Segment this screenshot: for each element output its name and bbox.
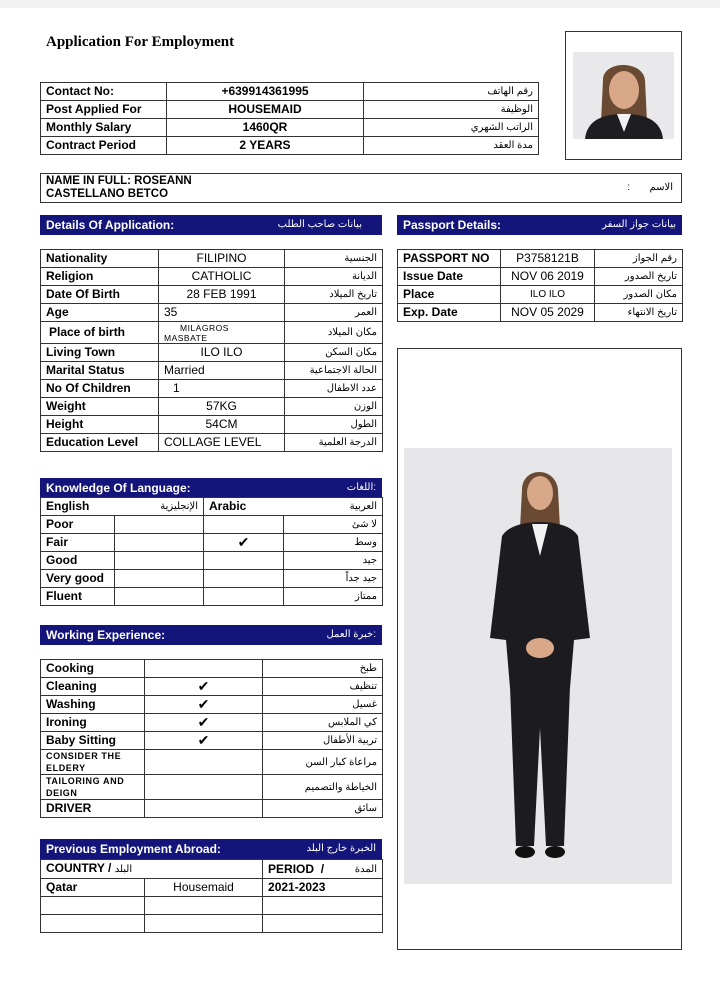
table-row <box>41 534 383 552</box>
salary-value: 1460QR <box>167 119 364 137</box>
table-row <box>41 380 383 398</box>
experience-table <box>40 659 383 818</box>
table-row <box>41 434 383 452</box>
passport-value: ILO ILO <box>501 286 595 304</box>
passport-value: NOV 06 2019 <box>501 268 595 286</box>
language-level-ar: لا شئ <box>284 516 383 534</box>
table-row <box>41 286 383 304</box>
skill-label: Cooking <box>41 660 145 678</box>
skill-label: TAILORING AND DEIGN <box>41 775 145 800</box>
portrait-photo-frame <box>565 31 682 160</box>
passport-label-ar: مكان الصدور <box>595 286 683 304</box>
prev-position <box>145 897 263 915</box>
detail-value: FILIPINO <box>159 250 285 268</box>
check-icon: ✔ <box>204 534 284 552</box>
table-row <box>41 552 383 570</box>
full-name-label-ar: الاسم <box>649 182 673 193</box>
table-row <box>41 516 383 534</box>
arabic-label-ar: العربية <box>349 501 378 512</box>
detail-label-ar: مكان الميلاد <box>285 322 383 344</box>
post-label-ar: الوظيفة <box>364 101 539 119</box>
table-row <box>41 588 383 606</box>
detail-label: Education Level <box>41 434 159 452</box>
table-row <box>41 897 383 915</box>
detail-value: COLLAGE LEVEL <box>159 434 285 452</box>
full-name-last: CASTELLANO BETCO <box>46 188 169 200</box>
country-slash: / <box>108 861 112 875</box>
language-level-label: Good <box>41 552 115 570</box>
page-title: Application For Employment <box>46 34 235 50</box>
detail-label-ar: الجنسية <box>285 250 383 268</box>
skill-label-ar: طبخ <box>263 660 383 678</box>
detail-label-ar: الوزن <box>285 398 383 416</box>
table-row <box>41 750 383 775</box>
passport-label: Exp. Date <box>398 304 501 322</box>
table-row <box>41 660 383 678</box>
contract-value: 2 YEARS <box>167 137 364 155</box>
detail-label: Living Town <box>41 344 159 362</box>
table-row <box>398 268 683 286</box>
detail-label: Age <box>41 304 159 322</box>
english-label: English <box>46 499 90 513</box>
top-strip <box>0 0 720 8</box>
salary-label: Monthly Salary <box>41 119 167 137</box>
prev-country <box>41 897 145 915</box>
previous-employment-header <box>40 839 382 859</box>
country-col-header <box>41 860 263 879</box>
language-level-label: Very good <box>41 570 115 588</box>
passport-table <box>397 249 683 322</box>
prev-period: 2021-2023 <box>263 879 383 897</box>
detail-label: Religion <box>41 268 159 286</box>
table-row <box>41 696 383 714</box>
prev-country <box>41 915 145 933</box>
detail-label: Nationality <box>41 250 159 268</box>
detail-label: Marital Status <box>41 362 159 380</box>
table-row <box>41 714 383 732</box>
portrait-photo <box>573 52 674 139</box>
skill-label-ar: تنظيف <box>263 678 383 696</box>
skill-label: Cleaning <box>41 678 145 696</box>
full-body-photo-frame <box>397 348 682 950</box>
period-label-ar: المدة <box>354 863 378 875</box>
english-label-ar: الإنجليزية <box>160 501 198 512</box>
skill-label: Baby Sitting <box>41 732 145 750</box>
country-label-ar: البلد <box>114 864 133 875</box>
experience-header <box>40 625 382 645</box>
arabic-level-mark <box>204 552 284 570</box>
skill-check <box>145 750 263 775</box>
check-icon: ✔ <box>145 732 263 750</box>
language-level-label: Fluent <box>41 588 115 606</box>
skill-label: CONSIDER THE ELDERY <box>41 750 145 775</box>
passport-label-ar: تاريخ الانتهاء <box>595 304 683 322</box>
table-row <box>41 362 383 380</box>
check-icon: ✔ <box>145 714 263 732</box>
table-row <box>398 304 683 322</box>
passport-label: Place <box>398 286 501 304</box>
country-label: COUNTRY <box>46 861 105 875</box>
contract-label-ar: مدة العقد <box>364 137 539 155</box>
detail-value: Married <box>159 362 285 380</box>
contact-table <box>40 82 539 155</box>
passport-header-label: Passport Details: <box>403 218 502 232</box>
table-row <box>41 83 539 101</box>
table-row <box>41 732 383 750</box>
arabic-level-mark <box>204 516 284 534</box>
english-level-mark <box>115 588 204 606</box>
arabic-level-mark <box>204 570 284 588</box>
table-row <box>41 800 383 818</box>
prev-period <box>263 897 383 915</box>
salary-label-ar: الراتب الشهري <box>364 119 539 137</box>
prev-position: Housemaid <box>145 879 263 897</box>
skill-check <box>145 660 263 678</box>
arabic-level-mark <box>204 588 284 606</box>
table-row <box>398 286 683 304</box>
table-row <box>41 678 383 696</box>
details-header <box>40 215 382 235</box>
table-row <box>41 570 383 588</box>
passport-value: P3758121B <box>501 250 595 268</box>
period-label: PERIOD <box>268 861 315 876</box>
full-body-photo <box>404 448 672 884</box>
passport-label-ar: تاريخ الصدور <box>595 268 683 286</box>
contact-label: Contact No: <box>41 83 167 101</box>
detail-value: 54CM <box>159 416 285 434</box>
table-row <box>41 498 383 516</box>
language-level-ar: جيد جداً <box>284 570 383 588</box>
passport-label: Issue Date <box>398 268 501 286</box>
table-row <box>41 250 383 268</box>
contact-value: +639914361995 <box>167 83 364 101</box>
table-row <box>41 119 539 137</box>
detail-label: Height <box>41 416 159 434</box>
detail-label-ar: الدرجة العلمية <box>285 434 383 452</box>
language-level-ar: وسط <box>284 534 383 552</box>
language-level-label: Poor <box>41 516 115 534</box>
previous-employment-header-ar: الخبرة خارج البلد <box>306 843 376 854</box>
passport-value: NOV 05 2029 <box>501 304 595 322</box>
detail-label-ar: عدد الاطفال <box>285 380 383 398</box>
passport-header <box>397 215 682 235</box>
detail-value: 1 <box>159 380 285 398</box>
contract-label: Contract Period <box>41 137 167 155</box>
passport-label: PASSPORT NO <box>398 250 501 268</box>
table-row <box>41 322 383 344</box>
english-level-mark <box>115 570 204 588</box>
skill-label: Washing <box>41 696 145 714</box>
previous-employment-table <box>40 859 383 933</box>
full-name-row <box>40 173 682 203</box>
table-row <box>41 860 383 879</box>
experience-header-label: Working Experience: <box>46 628 166 642</box>
detail-label-ar: مكان السكن <box>285 344 383 362</box>
detail-value-pob <box>159 322 285 344</box>
detail-label-ar: الحالة الاجتماعية <box>285 362 383 380</box>
post-label: Post Applied For <box>41 101 167 119</box>
table-row <box>41 775 383 800</box>
skill-label-ar: سائق <box>263 800 383 818</box>
full-name-label: NAME IN FULL: <box>46 175 131 187</box>
english-level-mark <box>115 534 204 552</box>
table-row <box>41 137 539 155</box>
detail-value: ILO ILO <box>159 344 285 362</box>
english-level-mark <box>115 516 204 534</box>
skill-label: DRIVER <box>41 800 145 818</box>
period-slash: / <box>320 861 325 876</box>
detail-label-ar: الطول <box>285 416 383 434</box>
table-row <box>41 304 383 322</box>
table-row <box>398 250 683 268</box>
language-header-label: Knowledge Of Language: <box>46 481 191 495</box>
table-row <box>41 101 539 119</box>
detail-label: Date Of Birth <box>41 286 159 304</box>
language-level-ar: ممتاز <box>284 588 383 606</box>
table-row <box>41 879 383 897</box>
detail-value: 57KG <box>159 398 285 416</box>
detail-value: 35 <box>159 304 285 322</box>
detail-label: No Of Children <box>41 380 159 398</box>
table-row <box>41 398 383 416</box>
arabic-label: Arabic <box>209 499 247 513</box>
passport-header-ar: بيانات جواز السفر <box>602 219 676 230</box>
prev-position <box>145 915 263 933</box>
skill-check <box>145 800 263 818</box>
skill-label-ar: مراعاة كبار السن <box>263 750 383 775</box>
arabic-col-header <box>204 498 383 516</box>
skill-label-ar: الخياطة والتصميم <box>263 775 383 800</box>
skill-check <box>145 775 263 800</box>
language-table <box>40 497 383 606</box>
table-row <box>41 344 383 362</box>
pob-line2: MASBATE <box>164 332 208 343</box>
english-col-header <box>41 498 204 516</box>
post-value: HOUSEMAID <box>167 101 364 119</box>
contact-label-ar: رقم الهاتف <box>364 83 539 101</box>
detail-label: Weight <box>41 398 159 416</box>
skill-label-ar: كي الملابس <box>263 714 383 732</box>
language-header <box>40 478 382 498</box>
pob-line1: MILAGROS <box>180 322 229 333</box>
previous-employment-header-label: Previous Employment Abroad: <box>46 842 221 856</box>
skill-label: Ironing <box>41 714 145 732</box>
check-icon: ✔ <box>145 678 263 696</box>
detail-label: Place of birth <box>41 322 159 344</box>
full-name-colon: : <box>627 182 631 193</box>
prev-country: Qatar <box>41 879 145 897</box>
check-icon: ✔ <box>145 696 263 714</box>
detail-label-ar: تاريخ الميلاد <box>285 286 383 304</box>
detail-value: 28 FEB 1991 <box>159 286 285 304</box>
language-header-ar: اللغات: <box>346 482 376 493</box>
english-level-mark <box>115 552 204 570</box>
details-header-ar: بيانات صاحب الطلب <box>277 219 362 230</box>
skill-label-ar: غسيل <box>263 696 383 714</box>
table-row <box>41 416 383 434</box>
detail-value: CATHOLIC <box>159 268 285 286</box>
language-level-ar: جيد <box>284 552 383 570</box>
language-level-label: Fair <box>41 534 115 552</box>
skill-label-ar: تربية الأطفال <box>263 732 383 750</box>
details-header-label: Details Of Application: <box>46 218 175 232</box>
experience-header-ar: خبرة العمل: <box>326 629 376 640</box>
detail-label-ar: العمر <box>285 304 383 322</box>
passport-label-ar: رقم الجواز <box>595 250 683 268</box>
period-col-header <box>263 860 383 879</box>
detail-label-ar: الديانة <box>285 268 383 286</box>
table-row <box>41 915 383 933</box>
table-row <box>41 268 383 286</box>
full-name-first: ROSEANN <box>134 175 192 187</box>
details-table <box>40 249 383 452</box>
prev-period <box>263 915 383 933</box>
